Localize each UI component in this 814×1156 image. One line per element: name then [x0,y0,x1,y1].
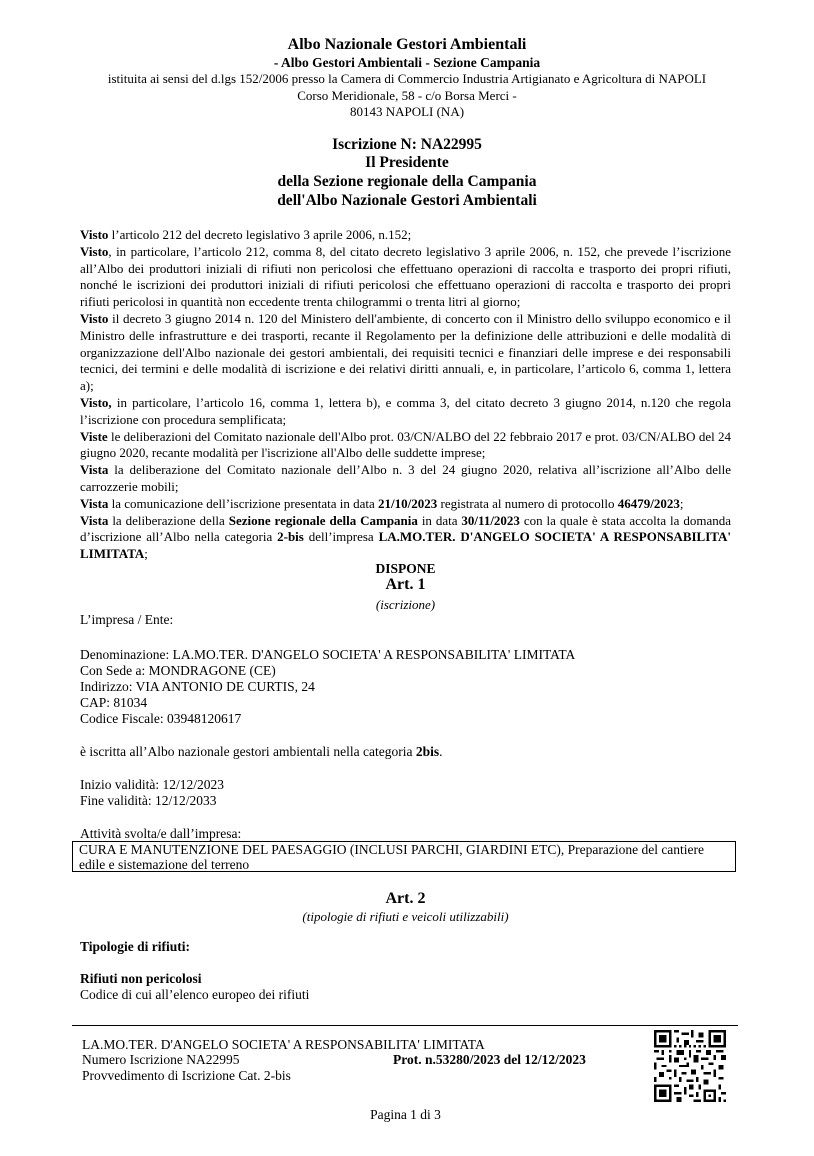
institution-line: istituita ai sensi del d.lgs 152/2006 presso la Camera di Commercio Industria Artigianato e Agricoltura di NAPOLI [107,71,707,86]
footer-divider [72,1025,738,1026]
sede: Con Sede a: MONDRAGONE (CE) [80,663,276,678]
presidente-heading: Il Presidente [365,154,449,171]
recital: Vista la deliberazione del Comitato nazionale dell’Albo n. 3 del 24 giugno 2020, relativa all’iscrizione all’Albo delle carrozzerie mobili; [80,462,731,494]
recital: Visto, in particolare, l’articolo 212, comma 8, del citato decreto legislativo 3 aprile 2006, n. 152, che prevede l’iscrizione all’Albo dei produttori iniziali di rifiuti non pericolosi che effettuano operazioni di raccolta e trasporto dei propri rifiuti, nonché le iscrizioni dei produttori iniziali di rifiuti pericolosi che effettuano operazioni di raccolta e trasporto dei propri rifiuti pericolosi in quantità non eccedente trenta chilogrammi o trenta litri al giorno; [80,243,731,310]
albo-title: Albo Nazionale Gestori Ambientali [287,36,527,53]
iscrizione-number: Iscrizione N: NA22995 [332,136,482,153]
city-line: 80143 NAPOLI (NA) [349,104,465,119]
footer-provvedimento: Provvedimento di Iscrizione Cat. 2-bis [82,1068,291,1083]
art2-subtitle: (tipologie di rifiuti e veicoli utilizzabili) [302,909,509,924]
fine-validita: Fine validità: 12/12/2033 [80,793,217,808]
attivita-box: CURA E MANUTENZIONE DEL PAESAGGIO (INCLUSI PARCHI, GIARDINI ETC), Preparazione del cantiere edile e sistemazione del terreno [72,841,736,872]
rifiuti-non-pericolosi: Rifiuti non pericolosi [80,971,202,986]
indirizzo: Indirizzo: VIA ANTONIO DE CURTIS, 24 [80,679,315,694]
page-number: Pagina 1 di 3 [370,1107,441,1122]
recital-comunicazione: Vista la comunicazione dell’iscrizione presentata in data 21/10/2023 registrata al numero di protocollo 46479/2023; [80,495,684,511]
tipologie-heading: Tipologie di rifiuti: [80,939,191,954]
recital-deliberazione: Vista la deliberazione della Sezione regionale della Campania in data 30/11/2023 con la quale è stata accolta la domanda d’iscrizione all’Albo nella categoria 2-bis dell’impresa LA.MO.TER. D'ANGELO SOCIETA' A RESPONSABILITA' LIMITATA; [80,512,731,562]
denominazione: Denominazione: LA.MO.TER. D'ANGELO SOCIETA' A RESPONSABILITA' LIMITATA [80,647,576,662]
codice-fiscale: Codice Fiscale: 03948120617 [80,711,242,726]
footer-prot: Prot. n.53280/2023 del 12/12/2023 [393,1052,586,1067]
art2-title: Art. 2 [385,890,426,907]
address-line: Corso Meridionale, 58 - c/o Borsa Merci - [297,88,517,103]
recital: Visto il decreto 3 giugno 2014 n. 120 del Ministero dell'ambiente, di concerto con il Ministro dello sviluppo economico e il Ministro delle infrastrutture e dei trasporti, recante il Regolamento per la definizione delle attribuzioni e delle modalità di organizzazione dell'Albo nazionale dei gestori ambientali, dei requisiti tecnici e finanziari delle imprese e dei responsabili tecnici, dei termini e delle modalità di iscrizione e dei relativi diritti annuali, e, in particolare, l’articolo 6, comma 1, lettera a); [80,310,731,394]
codice-elenco: Codice di cui all’elenco europeo dei rifiuti [80,987,310,1002]
albo-heading: dell'Albo Nazionale Gestori Ambientali [277,192,537,209]
footer-numero: Numero Iscrizione NA22995 [82,1052,240,1067]
attivita-label: Attività svolta/e dall’impresa: [80,826,242,841]
inizio-validita: Inizio validità: 12/12/2023 [80,777,224,792]
art1-title: Art. 1 [385,576,426,593]
albo-subtitle: - Albo Gestori Ambientali - Sezione Campania [273,55,541,70]
recital: Visto, in particolare, l’articolo 16, comma 1, lettera b), e comma 3, del citato decreto 3 giugno 2014, n.120 che regola l’iscrizione con procedura semplificata; [80,394,731,427]
sezione-heading: della Sezione regionale della Campania [277,173,537,190]
dispone-heading: DISPONE [375,561,436,576]
footer-company: LA.MO.TER. D'ANGELO SOCIETA' A RESPONSABILITA' LIMITATA [82,1037,485,1052]
art1-subtitle: (iscrizione) [375,597,436,612]
iscritta-statement: è iscritta all’Albo nazionale gestori ambientali nella categoria 2bis. [80,744,443,759]
impresa-intro: L’impresa / Ente: [80,612,174,627]
recitals-section [80,227,731,563]
recital: Visto l’articolo 212 del decreto legislativo 3 aprile 2006, n.152; [80,227,412,242]
recital: Viste le deliberazioni del Comitato nazionale dell'Albo prot. 03/CN/ALBO del 22 febbraio 2017 e prot. 03/CN/ALBO del 24 giugno 2020, recante modalità per l'iscrizione all'Albo delle suddette imprese; [80,428,731,461]
qr-code-icon [654,1030,726,1102]
cap: CAP: 81034 [80,695,148,710]
